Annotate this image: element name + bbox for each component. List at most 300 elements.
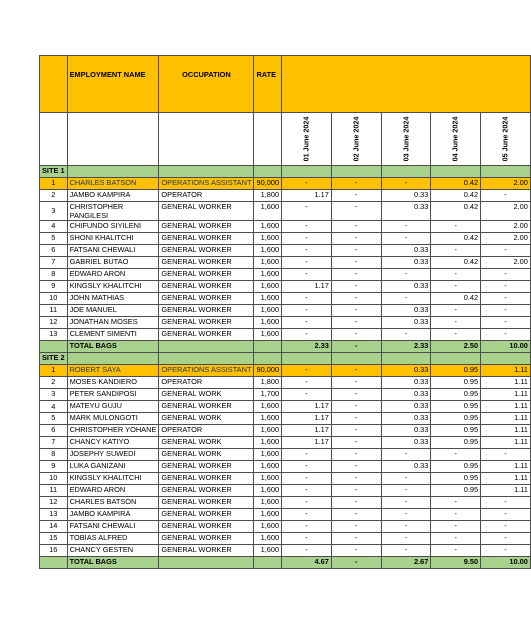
employee-name-cell[interactable]: FATSANI CHEWALI bbox=[67, 245, 159, 257]
total-value-cell[interactable]: 10.00 bbox=[481, 341, 531, 353]
employee-name-cell[interactable]: CLEMENT SIMENTI bbox=[67, 329, 159, 341]
employee-name-cell[interactable]: FATSANI CHEWALI bbox=[67, 521, 159, 533]
day-value-cell[interactable]: 0.95 bbox=[431, 425, 481, 437]
employee-name-cell[interactable]: CHRISTOPHER YOHANE bbox=[67, 425, 159, 437]
day-value-cell[interactable]: - bbox=[331, 461, 381, 473]
rate-cell[interactable]: 90,000 bbox=[254, 178, 282, 190]
day-value-cell[interactable]: 0.33 bbox=[381, 281, 431, 293]
employee-name-cell[interactable]: JOE MANUEL bbox=[67, 305, 159, 317]
day-value-cell[interactable]: - bbox=[282, 178, 332, 190]
rate-cell[interactable]: 1,600 bbox=[254, 413, 282, 425]
employee-name-cell[interactable]: JOSEPHY SUWEDI bbox=[67, 449, 159, 461]
day-value-cell[interactable]: 2.00 bbox=[481, 233, 531, 245]
day-value-cell[interactable]: - bbox=[431, 449, 481, 461]
employee-name-cell[interactable]: CHARLES BATSON bbox=[67, 497, 159, 509]
day-value-cell[interactable]: - bbox=[481, 545, 531, 557]
row-number-cell[interactable]: 7 bbox=[40, 437, 68, 449]
rate-cell[interactable]: 1,600 bbox=[254, 281, 282, 293]
row-number-cell[interactable]: 5 bbox=[40, 233, 68, 245]
day-value-cell[interactable]: 0.42 bbox=[431, 190, 481, 202]
rate-cell[interactable]: 1,600 bbox=[254, 461, 282, 473]
day-value-cell[interactable]: - bbox=[481, 449, 531, 461]
day-value-cell[interactable]: - bbox=[381, 485, 431, 497]
day-value-cell[interactable]: - bbox=[381, 221, 431, 233]
occupation-cell[interactable]: GENERAL WORKER bbox=[159, 473, 254, 485]
site-label[interactable]: SITE 2 bbox=[40, 353, 68, 365]
day-value-cell[interactable]: 0.95 bbox=[431, 413, 481, 425]
occupation-cell[interactable]: GENERAL WORKER bbox=[159, 293, 254, 305]
row-number-cell[interactable]: 10 bbox=[40, 293, 68, 305]
rate-cell[interactable]: 1,600 bbox=[254, 245, 282, 257]
day-value-cell[interactable]: - bbox=[282, 485, 332, 497]
day-value-cell[interactable]: - bbox=[331, 233, 381, 245]
employee-name-cell[interactable]: JOHN MATHIAS bbox=[67, 293, 159, 305]
rate-cell[interactable]: 1,600 bbox=[254, 233, 282, 245]
day-value-cell[interactable]: 0.33 bbox=[381, 437, 431, 449]
employee-name-cell[interactable]: TOBIAS ALFRED bbox=[67, 533, 159, 545]
day-value-cell[interactable]: - bbox=[282, 497, 332, 509]
day-value-cell[interactable]: - bbox=[282, 305, 332, 317]
day-value-cell[interactable]: - bbox=[481, 521, 531, 533]
row-number-cell[interactable]: 11 bbox=[40, 485, 68, 497]
day-value-cell[interactable]: 1.17 bbox=[282, 437, 332, 449]
day-value-cell[interactable]: 0.33 bbox=[381, 413, 431, 425]
occupation-cell[interactable]: GENERAL WORK bbox=[159, 413, 254, 425]
employee-name-cell[interactable]: MATEYU GUJU bbox=[67, 401, 159, 413]
day-value-cell[interactable]: - bbox=[282, 449, 332, 461]
total-value-cell[interactable]: - bbox=[331, 341, 381, 353]
day-value-cell[interactable]: - bbox=[331, 389, 381, 401]
day-value-cell[interactable]: - bbox=[381, 178, 431, 190]
day-value-cell[interactable]: - bbox=[282, 269, 332, 281]
total-blank-cell bbox=[159, 557, 254, 569]
day-value-cell[interactable]: - bbox=[282, 473, 332, 485]
row-number-cell[interactable]: 2 bbox=[40, 377, 68, 389]
day-value-cell[interactable]: - bbox=[381, 521, 431, 533]
day-value-cell[interactable]: - bbox=[381, 545, 431, 557]
day-value-cell[interactable]: - bbox=[331, 533, 381, 545]
day-value-cell[interactable]: - bbox=[282, 293, 332, 305]
day-value-cell[interactable]: - bbox=[331, 401, 381, 413]
employee-name-cell[interactable]: EDWARD ARON bbox=[67, 485, 159, 497]
day-value-cell[interactable]: 2.00 bbox=[481, 257, 531, 269]
rate-cell[interactable]: 1,600 bbox=[254, 305, 282, 317]
day-value-cell[interactable]: - bbox=[331, 545, 381, 557]
day-value-cell[interactable]: - bbox=[331, 257, 381, 269]
day-value-cell[interactable]: 0.95 bbox=[431, 473, 481, 485]
occupation-cell[interactable]: GENERAL WORKER bbox=[159, 281, 254, 293]
day-value-cell[interactable]: 1.17 bbox=[282, 281, 332, 293]
total-blank-cell bbox=[254, 341, 282, 353]
occupation-cell[interactable]: GENERAL WORKER bbox=[159, 509, 254, 521]
total-label-cell[interactable]: TOTAL BAGS bbox=[67, 557, 159, 569]
day-value-cell[interactable]: - bbox=[282, 245, 332, 257]
day-value-cell[interactable]: - bbox=[431, 221, 481, 233]
day-value-cell[interactable]: 0.33 bbox=[381, 461, 431, 473]
rate-header[interactable]: RATE bbox=[254, 56, 282, 113]
day-value-cell[interactable]: 1.17 bbox=[282, 413, 332, 425]
occupation-cell[interactable]: OPERATIONS ASSISTANT bbox=[159, 178, 254, 190]
day-value-cell[interactable]: - bbox=[331, 473, 381, 485]
row-number-cell[interactable]: 16 bbox=[40, 545, 68, 557]
row-number-cell[interactable]: 11 bbox=[40, 305, 68, 317]
employee-name-cell[interactable]: GABRIEL BUTAO bbox=[67, 257, 159, 269]
rate-cell[interactable]: 1,600 bbox=[254, 329, 282, 341]
day-value-cell[interactable]: - bbox=[431, 545, 481, 557]
table-row bbox=[40, 365, 531, 377]
employee-name-cell[interactable]: CHANCY GESTEN bbox=[67, 545, 159, 557]
day-value-cell[interactable]: - bbox=[331, 305, 381, 317]
total-value-cell[interactable]: 2.50 bbox=[431, 341, 481, 353]
rate-cell[interactable]: 1,700 bbox=[254, 389, 282, 401]
day-value-cell[interactable]: 2.00 bbox=[481, 202, 531, 221]
date-label: 03 June 2024 bbox=[400, 116, 410, 162]
rate-cell[interactable]: 1,600 bbox=[254, 437, 282, 449]
day-value-cell[interactable]: 1.11 bbox=[481, 377, 531, 389]
day-value-cell[interactable]: 1.11 bbox=[481, 461, 531, 473]
day-value-cell[interactable]: - bbox=[331, 281, 381, 293]
day-value-cell[interactable]: - bbox=[481, 509, 531, 521]
day-value-cell[interactable]: 0.95 bbox=[431, 377, 481, 389]
day-value-cell[interactable]: - bbox=[381, 449, 431, 461]
occupation-cell[interactable]: GENERAL WORKER bbox=[159, 461, 254, 473]
day-value-cell[interactable]: - bbox=[282, 317, 332, 329]
day-value-cell[interactable]: - bbox=[282, 461, 332, 473]
employee-name-cell[interactable]: CHANCY KATIYO bbox=[67, 437, 159, 449]
day-value-cell[interactable]: 0.95 bbox=[431, 437, 481, 449]
row-number-cell[interactable]: 12 bbox=[40, 497, 68, 509]
day-value-cell[interactable]: 0.33 bbox=[381, 190, 431, 202]
total-value-cell[interactable]: 2.33 bbox=[282, 341, 332, 353]
day-value-cell[interactable]: - bbox=[282, 377, 332, 389]
day-value-cell[interactable]: 0.33 bbox=[381, 389, 431, 401]
employee-name-cell[interactable]: KINGSLY KHALITCHI bbox=[67, 473, 159, 485]
rate-cell[interactable]: 1,600 bbox=[254, 509, 282, 521]
day-value-cell[interactable]: - bbox=[331, 485, 381, 497]
day-value-cell[interactable]: 0.33 bbox=[381, 425, 431, 437]
day-value-cell[interactable]: 0.42 bbox=[431, 178, 481, 190]
rate-cell[interactable]: 1,600 bbox=[254, 202, 282, 221]
day-value-cell[interactable]: - bbox=[282, 509, 332, 521]
day-value-cell[interactable]: - bbox=[381, 509, 431, 521]
site-blank-cell bbox=[481, 166, 531, 178]
day-value-cell[interactable]: 0.33 bbox=[381, 245, 431, 257]
day-value-cell[interactable]: - bbox=[282, 233, 332, 245]
day-value-cell[interactable]: - bbox=[331, 413, 381, 425]
day-value-cell[interactable]: - bbox=[331, 365, 381, 377]
day-value-cell[interactable]: 1.11 bbox=[481, 365, 531, 377]
day-value-cell[interactable]: - bbox=[431, 317, 481, 329]
day-value-cell[interactable]: 1.17 bbox=[282, 425, 332, 437]
occupation-cell[interactable]: OPERATOR bbox=[159, 190, 254, 202]
day-value-cell[interactable]: - bbox=[381, 497, 431, 509]
day-value-cell[interactable]: 2.00 bbox=[481, 221, 531, 233]
rate-cell[interactable]: 1,600 bbox=[254, 317, 282, 329]
day-value-cell[interactable]: 0.33 bbox=[381, 377, 431, 389]
rate-cell[interactable]: 1,800 bbox=[254, 377, 282, 389]
day-value-cell[interactable]: 1.11 bbox=[481, 473, 531, 485]
payroll-spreadsheet bbox=[39, 55, 531, 569]
occupation-cell[interactable]: GENERAL WORK bbox=[159, 449, 254, 461]
day-value-cell[interactable]: - bbox=[331, 509, 381, 521]
occupation-cell[interactable]: OPERATOR bbox=[159, 377, 254, 389]
rate-cell[interactable]: 90,000 bbox=[254, 365, 282, 377]
occupation-cell[interactable]: GENERAL WORKER bbox=[159, 317, 254, 329]
employee-name-cell[interactable]: JAMBO KAMPIRA bbox=[67, 190, 159, 202]
employee-name-cell[interactable]: ROBERT SAYA bbox=[67, 365, 159, 377]
day-value-cell[interactable]: 0.95 bbox=[431, 485, 481, 497]
employee-name-cell[interactable]: CHARLES BATSON bbox=[67, 178, 159, 190]
day-value-cell[interactable]: - bbox=[431, 509, 481, 521]
total-value-cell[interactable]: 2.33 bbox=[381, 341, 431, 353]
employee-name-cell[interactable]: JAMBO KAMPIRA bbox=[67, 509, 159, 521]
day-value-cell[interactable]: - bbox=[381, 293, 431, 305]
day-value-cell[interactable]: 0.95 bbox=[431, 365, 481, 377]
day-value-cell[interactable]: - bbox=[431, 305, 481, 317]
employee-name-cell[interactable]: EDWARD ARON bbox=[67, 269, 159, 281]
total-value-cell[interactable]: 4.67 bbox=[282, 557, 332, 569]
day-value-cell[interactable]: - bbox=[481, 317, 531, 329]
occupation-cell[interactable]: GENERAL WORKER bbox=[159, 545, 254, 557]
day-value-cell[interactable]: - bbox=[282, 329, 332, 341]
occupation-cell[interactable]: GENERAL WORKER bbox=[159, 245, 254, 257]
employee-name-cell[interactable]: KINGSLY KHALITCHI bbox=[67, 281, 159, 293]
day-value-cell[interactable]: - bbox=[481, 281, 531, 293]
occupation-cell[interactable]: GENERAL WORKER bbox=[159, 401, 254, 413]
row-number-cell[interactable]: 4 bbox=[40, 401, 68, 413]
day-value-cell[interactable]: 1.17 bbox=[282, 401, 332, 413]
occupation-header[interactable]: OCCUPATION bbox=[159, 56, 254, 113]
day-value-cell[interactable]: 0.33 bbox=[381, 365, 431, 377]
day-value-cell[interactable]: - bbox=[282, 365, 332, 377]
day-value-cell[interactable]: 0.95 bbox=[431, 461, 481, 473]
day-value-cell[interactable]: 0.33 bbox=[381, 401, 431, 413]
day-value-cell[interactable]: 0.33 bbox=[381, 317, 431, 329]
occupation-cell[interactable]: GENERAL WORKER bbox=[159, 269, 254, 281]
rate-cell[interactable]: 1,600 bbox=[254, 449, 282, 461]
rate-cell[interactable]: 1,600 bbox=[254, 257, 282, 269]
day-value-cell[interactable]: - bbox=[481, 497, 531, 509]
day-value-cell[interactable]: - bbox=[331, 269, 381, 281]
day-value-cell[interactable]: - bbox=[331, 245, 381, 257]
day-value-cell[interactable]: - bbox=[331, 437, 381, 449]
row-number-cell[interactable]: 8 bbox=[40, 269, 68, 281]
day-value-cell[interactable]: - bbox=[431, 281, 481, 293]
occupation-cell[interactable]: GENERAL WORKER bbox=[159, 521, 254, 533]
day-value-cell[interactable]: 0.95 bbox=[431, 389, 481, 401]
occupation-cell[interactable]: OPERATIONS ASSISTANT bbox=[159, 365, 254, 377]
day-value-cell[interactable]: - bbox=[481, 533, 531, 545]
site-blank-cell bbox=[282, 166, 332, 178]
day-value-cell[interactable]: - bbox=[282, 257, 332, 269]
occupation-cell[interactable]: GENERAL WORKER bbox=[159, 257, 254, 269]
row-number-cell[interactable]: 3 bbox=[40, 202, 68, 221]
day-value-cell[interactable]: - bbox=[431, 533, 481, 545]
total-value-cell[interactable]: 9.50 bbox=[431, 557, 481, 569]
day-value-cell[interactable]: - bbox=[381, 533, 431, 545]
rate-cell[interactable]: 1,600 bbox=[254, 545, 282, 557]
row-number-cell[interactable]: 13 bbox=[40, 329, 68, 341]
row-number-cell[interactable]: 9 bbox=[40, 461, 68, 473]
day-value-cell[interactable]: - bbox=[381, 473, 431, 485]
row-number-cell[interactable]: 3 bbox=[40, 389, 68, 401]
row-number-cell[interactable]: 6 bbox=[40, 245, 68, 257]
date-header-cell[interactable] bbox=[431, 113, 481, 166]
day-value-cell[interactable]: - bbox=[481, 245, 531, 257]
day-value-cell[interactable]: - bbox=[431, 497, 481, 509]
day-value-cell[interactable]: - bbox=[381, 329, 431, 341]
day-value-cell[interactable]: - bbox=[431, 269, 481, 281]
occupation-cell[interactable]: OPERATOR bbox=[159, 425, 254, 437]
day-value-cell[interactable]: 1.11 bbox=[481, 425, 531, 437]
rate-cell[interactable]: 1,600 bbox=[254, 293, 282, 305]
total-bags-row bbox=[40, 557, 531, 569]
row-number-cell[interactable]: 1 bbox=[40, 365, 68, 377]
day-value-cell[interactable]: - bbox=[331, 521, 381, 533]
day-value-cell[interactable]: - bbox=[282, 521, 332, 533]
day-value-cell[interactable]: - bbox=[431, 329, 481, 341]
table-row bbox=[40, 485, 531, 497]
row-number-cell[interactable]: 7 bbox=[40, 257, 68, 269]
day-value-cell[interactable]: 1.11 bbox=[481, 413, 531, 425]
day-value-cell[interactable]: 1.11 bbox=[481, 389, 531, 401]
row-number-cell[interactable]: 8 bbox=[40, 449, 68, 461]
row-number-cell[interactable]: 2 bbox=[40, 190, 68, 202]
day-value-cell[interactable]: 2.00 bbox=[481, 178, 531, 190]
occupation-cell[interactable]: GENERAL WORK bbox=[159, 437, 254, 449]
occupation-cell[interactable]: GENERAL WORKER bbox=[159, 305, 254, 317]
row-number-cell[interactable]: 6 bbox=[40, 425, 68, 437]
table-row bbox=[40, 413, 531, 425]
table-row bbox=[40, 281, 531, 293]
occupation-cell[interactable]: GENERAL WORKER bbox=[159, 533, 254, 545]
table-row bbox=[40, 521, 531, 533]
day-value-cell[interactable]: - bbox=[282, 202, 332, 221]
day-value-cell[interactable]: - bbox=[481, 269, 531, 281]
day-value-cell[interactable]: - bbox=[381, 269, 431, 281]
day-value-cell[interactable]: - bbox=[282, 221, 332, 233]
occupation-cell[interactable]: GENERAL WORKER bbox=[159, 202, 254, 221]
day-value-cell[interactable]: - bbox=[481, 305, 531, 317]
day-value-cell[interactable]: 0.95 bbox=[431, 401, 481, 413]
header-blank-cell bbox=[282, 56, 531, 113]
day-value-cell[interactable]: - bbox=[331, 293, 381, 305]
day-value-cell[interactable]: 0.42 bbox=[431, 202, 481, 221]
employee-name-cell[interactable]: CHRISTOPHER PANGILESI bbox=[67, 202, 159, 221]
day-value-cell[interactable]: - bbox=[481, 190, 531, 202]
day-value-cell[interactable]: - bbox=[282, 545, 332, 557]
total-blank-cell bbox=[40, 557, 68, 569]
day-value-cell[interactable]: - bbox=[331, 190, 381, 202]
day-value-cell[interactable]: - bbox=[481, 329, 531, 341]
employee-name-cell[interactable]: LUKA GANIZANI bbox=[67, 461, 159, 473]
day-value-cell[interactable]: 1.11 bbox=[481, 437, 531, 449]
employee-name-cell[interactable]: JONATHAN MOSES bbox=[67, 317, 159, 329]
total-label-cell[interactable]: TOTAL BAGS bbox=[67, 341, 159, 353]
day-value-cell[interactable]: 0.42 bbox=[431, 293, 481, 305]
total-value-cell[interactable]: 2.67 bbox=[381, 557, 431, 569]
rate-cell[interactable]: 1,600 bbox=[254, 497, 282, 509]
occupation-cell[interactable]: GENERAL WORK bbox=[159, 389, 254, 401]
employee-name-cell[interactable]: SHONI KHALITCHI bbox=[67, 233, 159, 245]
day-value-cell[interactable]: 1.11 bbox=[481, 401, 531, 413]
row-number-cell[interactable]: 15 bbox=[40, 533, 68, 545]
occupation-cell[interactable]: GENERAL WORKER bbox=[159, 485, 254, 497]
rate-cell[interactable]: 1,600 bbox=[254, 473, 282, 485]
rate-cell[interactable]: 1,800 bbox=[254, 190, 282, 202]
day-value-cell[interactable]: - bbox=[282, 389, 332, 401]
row-number-cell[interactable]: 1 bbox=[40, 178, 68, 190]
day-value-cell[interactable]: - bbox=[331, 317, 381, 329]
day-value-cell[interactable]: - bbox=[331, 449, 381, 461]
date-header-cell[interactable] bbox=[282, 113, 332, 166]
day-value-cell[interactable]: - bbox=[431, 245, 481, 257]
employee-name-cell[interactable]: PETER SANDIPOSI bbox=[67, 389, 159, 401]
employment-name-header[interactable]: EMPLOYMENT NAME bbox=[67, 56, 159, 113]
day-value-cell[interactable]: - bbox=[331, 497, 381, 509]
table-row bbox=[40, 245, 531, 257]
day-value-cell[interactable]: 0.33 bbox=[381, 305, 431, 317]
rate-cell[interactable]: 1,600 bbox=[254, 521, 282, 533]
row-number-cell[interactable]: 14 bbox=[40, 521, 68, 533]
date-header-cell[interactable] bbox=[331, 113, 381, 166]
day-value-cell[interactable]: - bbox=[331, 178, 381, 190]
day-value-cell[interactable]: 1.11 bbox=[481, 485, 531, 497]
row-number-cell[interactable]: 12 bbox=[40, 317, 68, 329]
occupation-cell[interactable]: GENERAL WORKER bbox=[159, 329, 254, 341]
day-value-cell[interactable]: 0.33 bbox=[381, 257, 431, 269]
site-label[interactable]: SITE 1 bbox=[40, 166, 68, 178]
table-row bbox=[40, 293, 531, 305]
occupation-cell[interactable]: GENERAL WORKER bbox=[159, 497, 254, 509]
total-value-cell[interactable]: - bbox=[331, 557, 381, 569]
total-value-cell[interactable]: 10.00 bbox=[481, 557, 531, 569]
employee-name-cell[interactable]: MARK MULONGOTI bbox=[67, 413, 159, 425]
day-value-cell[interactable]: 0.33 bbox=[381, 202, 431, 221]
day-value-cell[interactable]: - bbox=[381, 233, 431, 245]
day-value-cell[interactable]: - bbox=[282, 533, 332, 545]
employee-name-cell[interactable]: CHIFUNDO SIYILENI bbox=[67, 221, 159, 233]
employee-name-cell[interactable]: MOSES KANDIERO bbox=[67, 377, 159, 389]
row-number-cell[interactable]: 9 bbox=[40, 281, 68, 293]
rate-cell[interactable]: 1,600 bbox=[254, 269, 282, 281]
day-value-cell[interactable]: 0.42 bbox=[431, 257, 481, 269]
rate-cell[interactable]: 1,600 bbox=[254, 533, 282, 545]
rate-cell[interactable]: 1,600 bbox=[254, 401, 282, 413]
day-value-cell[interactable]: - bbox=[481, 293, 531, 305]
day-value-cell[interactable]: - bbox=[331, 329, 381, 341]
date-header-cell[interactable] bbox=[481, 113, 531, 166]
day-value-cell[interactable]: 0.42 bbox=[431, 233, 481, 245]
rate-cell[interactable]: 1,600 bbox=[254, 425, 282, 437]
occupation-cell[interactable]: GENERAL WORKER bbox=[159, 233, 254, 245]
date-header-cell[interactable] bbox=[381, 113, 431, 166]
row-number-cell[interactable]: 13 bbox=[40, 509, 68, 521]
day-value-cell[interactable]: - bbox=[331, 202, 381, 221]
rate-cell[interactable]: 1,600 bbox=[254, 485, 282, 497]
table-row bbox=[40, 178, 531, 190]
row-number-cell[interactable]: 10 bbox=[40, 473, 68, 485]
day-value-cell[interactable]: - bbox=[331, 377, 381, 389]
row-number-cell[interactable]: 4 bbox=[40, 221, 68, 233]
occupation-cell[interactable]: GENERAL WORKER bbox=[159, 221, 254, 233]
row-number-cell[interactable]: 5 bbox=[40, 413, 68, 425]
day-value-cell[interactable]: - bbox=[431, 521, 481, 533]
day-value-cell[interactable]: - bbox=[331, 425, 381, 437]
day-value-cell[interactable]: 1.17 bbox=[282, 190, 332, 202]
rate-cell[interactable]: 1,600 bbox=[254, 221, 282, 233]
day-value-cell[interactable]: - bbox=[331, 221, 381, 233]
